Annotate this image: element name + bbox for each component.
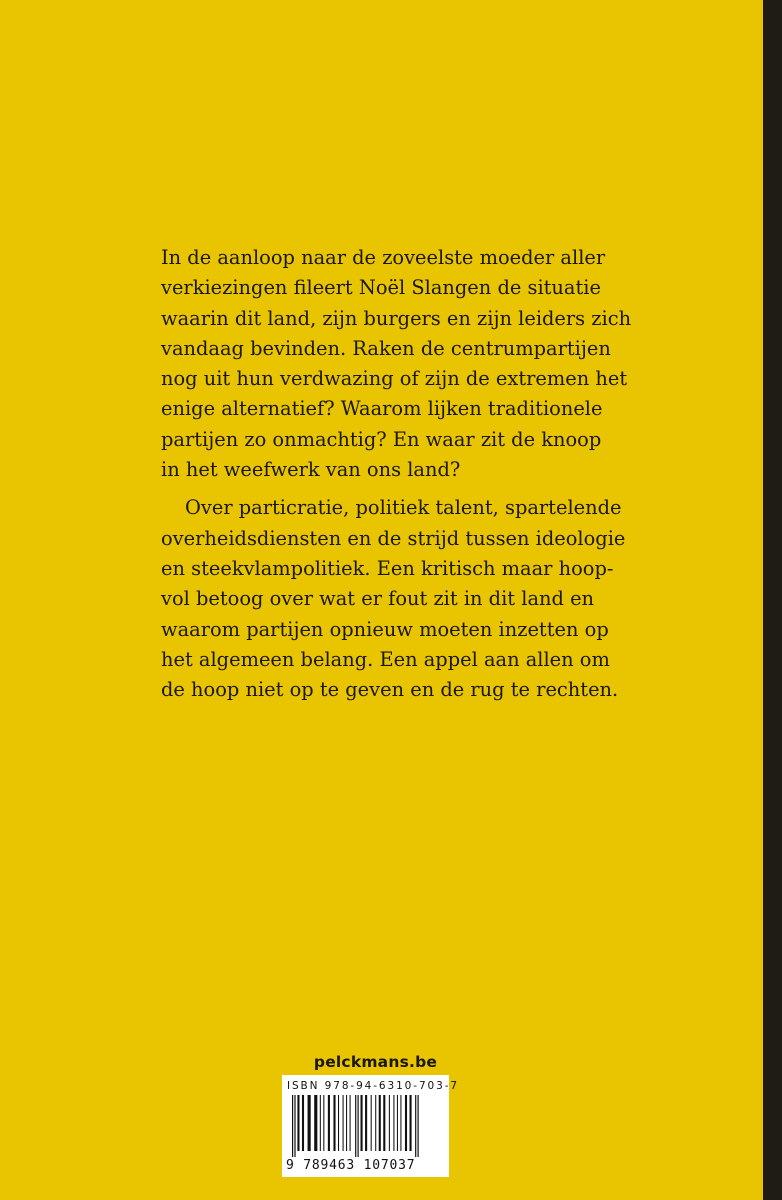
barcode-bar	[371, 1095, 372, 1151]
barcode-bar	[308, 1095, 311, 1151]
blurb-line: partijen zo onmachtig? En waar zit de knoop	[161, 427, 602, 451]
blurb-line: vol betoog over wat er fout zit in dit land en	[161, 587, 595, 611]
publisher-url: pelckmans.be	[313, 1053, 438, 1071]
blurb-line: nog uit hun verdwazing of zijn de extremen het	[161, 367, 628, 391]
blurb-line: waarin dit land, zijn burgers en zijn leiders zich	[161, 306, 632, 330]
barcode-bar	[328, 1095, 330, 1151]
blurb-line: enige alternatief? Waarom lijken traditionele	[161, 397, 603, 421]
isbn-label: ISBN 978-94-6310-703-7	[287, 1080, 459, 1092]
barcode-bar	[355, 1095, 356, 1157]
barcode-bar	[302, 1095, 304, 1151]
blurb-line: de hoop niet op te geven en de rug te rechten.	[161, 678, 619, 702]
barcode-bar	[350, 1095, 351, 1151]
barcode-bar	[297, 1095, 299, 1151]
blurb-line: waarom partijen opnieuw moeten inzetten op	[161, 617, 609, 641]
blurb-line: het algemeen belang. Een appel aan allen om	[161, 647, 610, 671]
blurb-line: Over particratie, politiek talent, spartelende	[185, 496, 622, 520]
barcode-bar	[365, 1095, 367, 1151]
barcode-bar	[415, 1095, 416, 1157]
barcode-bar	[320, 1095, 321, 1151]
barcode-bar	[418, 1095, 419, 1157]
blurb-line: In de aanloop naar de zoveelste moeder aller	[161, 246, 606, 269]
barcode-bar	[323, 1095, 324, 1151]
barcode-bar	[343, 1095, 344, 1151]
blurb-line: vandaag bevinden. Raken de centrumpartijen	[161, 336, 611, 360]
blurb-line: verkiezingen fileert Noël Slangen de situatie	[161, 276, 601, 300]
barcode-bar	[400, 1095, 401, 1151]
barcode-bar	[361, 1095, 363, 1151]
barcode-bar	[338, 1095, 339, 1151]
barcode-bar	[383, 1095, 385, 1151]
blurb-line: in het weefwerk van ons land?	[161, 458, 461, 482]
blurb-text	[161, 243, 631, 705]
blurb-line: overheidsdiensten en de strijd tussen ideologie	[161, 526, 626, 550]
barcode-bar	[397, 1095, 398, 1151]
blurb-line: en steekvlampolitiek. Een kritisch maar hoop-	[161, 556, 614, 580]
barcode-bar	[410, 1095, 412, 1151]
barcode-digits: 9 789463 107037	[286, 1158, 416, 1173]
barcode-bar	[389, 1095, 390, 1151]
spine-edge	[763, 0, 782, 1200]
blurb-paragraph-1	[161, 243, 631, 485]
barcode-bar	[393, 1095, 394, 1151]
barcode-bar	[346, 1095, 347, 1151]
barcode-bar	[294, 1095, 295, 1157]
barcode-bar	[405, 1095, 407, 1151]
barcode-bar	[333, 1095, 335, 1151]
blurb-paragraph-2	[161, 493, 631, 705]
barcode-bars	[290, 1095, 442, 1157]
barcode-bar	[292, 1095, 293, 1157]
barcode-bar	[379, 1095, 381, 1151]
barcode-bar	[314, 1095, 317, 1151]
isbn-barcode	[282, 1075, 459, 1177]
barcode-bar	[358, 1095, 359, 1157]
barcode-bar	[375, 1095, 376, 1151]
